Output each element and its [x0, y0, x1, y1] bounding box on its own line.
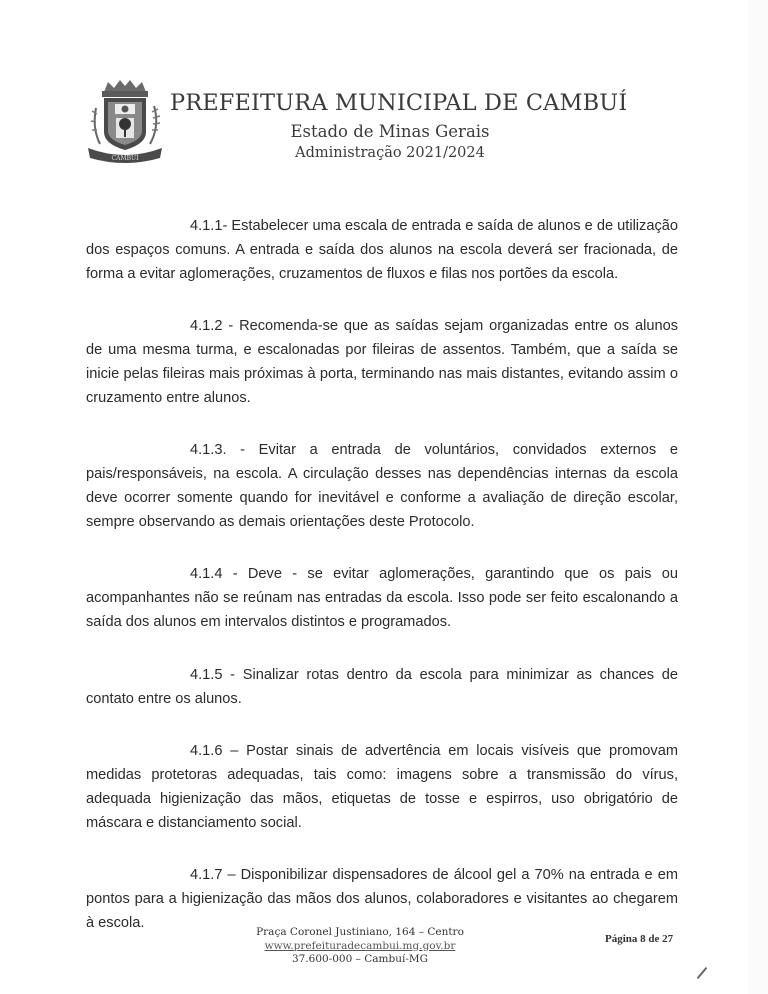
letterhead	[0, 0, 768, 180]
paragraph-4-1-2: 4.1.2 - Recomenda-se que as saídas sejam organizadas entre os alunos de uma mesma turma, e escalonadas por fileiras de assentos. Também, que a saída se inicie pelas fileiras mais próximas à porta, terminando nas mais distantes, evitando assim o cruzamento entre alunos.	[86, 318, 678, 406]
footer-address-block	[240, 926, 480, 967]
document-body	[86, 214, 678, 935]
footer-city: 37.600-000 – Cambuí-MG	[291, 953, 429, 965]
paragraph-4-1-1: 4.1.1- Estabelecer uma escala de entrada e saída de alunos e de utilização dos espaços comuns. A entrada e saída dos alunos na escola deverá ser fracionada, de forma a evitar aglomerações, cruzamentos de fluxos e filas nos portões da escola.	[86, 218, 678, 282]
paragraph-4-1-5: 4.1.5 - Sinalizar rotas dentro da escola para minimizar as chances de contato entre os alunos.	[86, 667, 678, 707]
municipality-title: PREFEITURA MUNICIPAL DE CAMBUÍ	[170, 90, 628, 116]
paragraph-4-1-4: 4.1.4 - Deve - se evitar aglomerações, garantindo que os pais ou acompanhantes não se reúnam nas entradas da escola. Isso pode ser feito escalonando a saída dos alunos em intervalos distintos e programados.	[86, 566, 678, 630]
administration-subtitle: Administração 2021/2024	[295, 145, 485, 161]
page-number: Página 8 de 27	[605, 933, 674, 945]
footer-address: Praça Coronel Justiniano, 164 – Centro	[256, 926, 464, 938]
scan-mark	[697, 967, 708, 979]
coat-of-arms-icon	[82, 78, 168, 168]
paragraph-4-1-3: 4.1.3. - Evitar a entrada de voluntários, convidados externos e pais/responsáveis, na escola. A circulação desses nas dependências internas da escola deve ocorrer somente quando for inevitável e conforme a avaliação de direção escolar, sempre observando as demais orientações deste Protocolo.	[86, 442, 678, 530]
footer-website-link[interactable]: www.prefeituradecambui.mg.gov.br	[264, 939, 456, 952]
state-subtitle: Estado de Minas Gerais	[290, 122, 490, 141]
crest-banner-text: CAMBUÍ	[111, 155, 139, 162]
paragraph-4-1-7: 4.1.7 – Disponibilizar dispensadores de álcool gel a 70% na entrada e em pontos para a higienização das mãos dos alunos, colaboradores e visitantes ao chegarem à escola.	[86, 867, 678, 931]
paragraph-4-1-6: 4.1.6 – Postar sinais de advertência em locais visíveis que promovam medidas protetoras adequadas, tais como: imagens sobre a transmissão do vírus, adequada higienização das mãos, etiquetas de tosse e espirros, uso obrigatório de máscara e distanciamento social.	[86, 743, 678, 831]
